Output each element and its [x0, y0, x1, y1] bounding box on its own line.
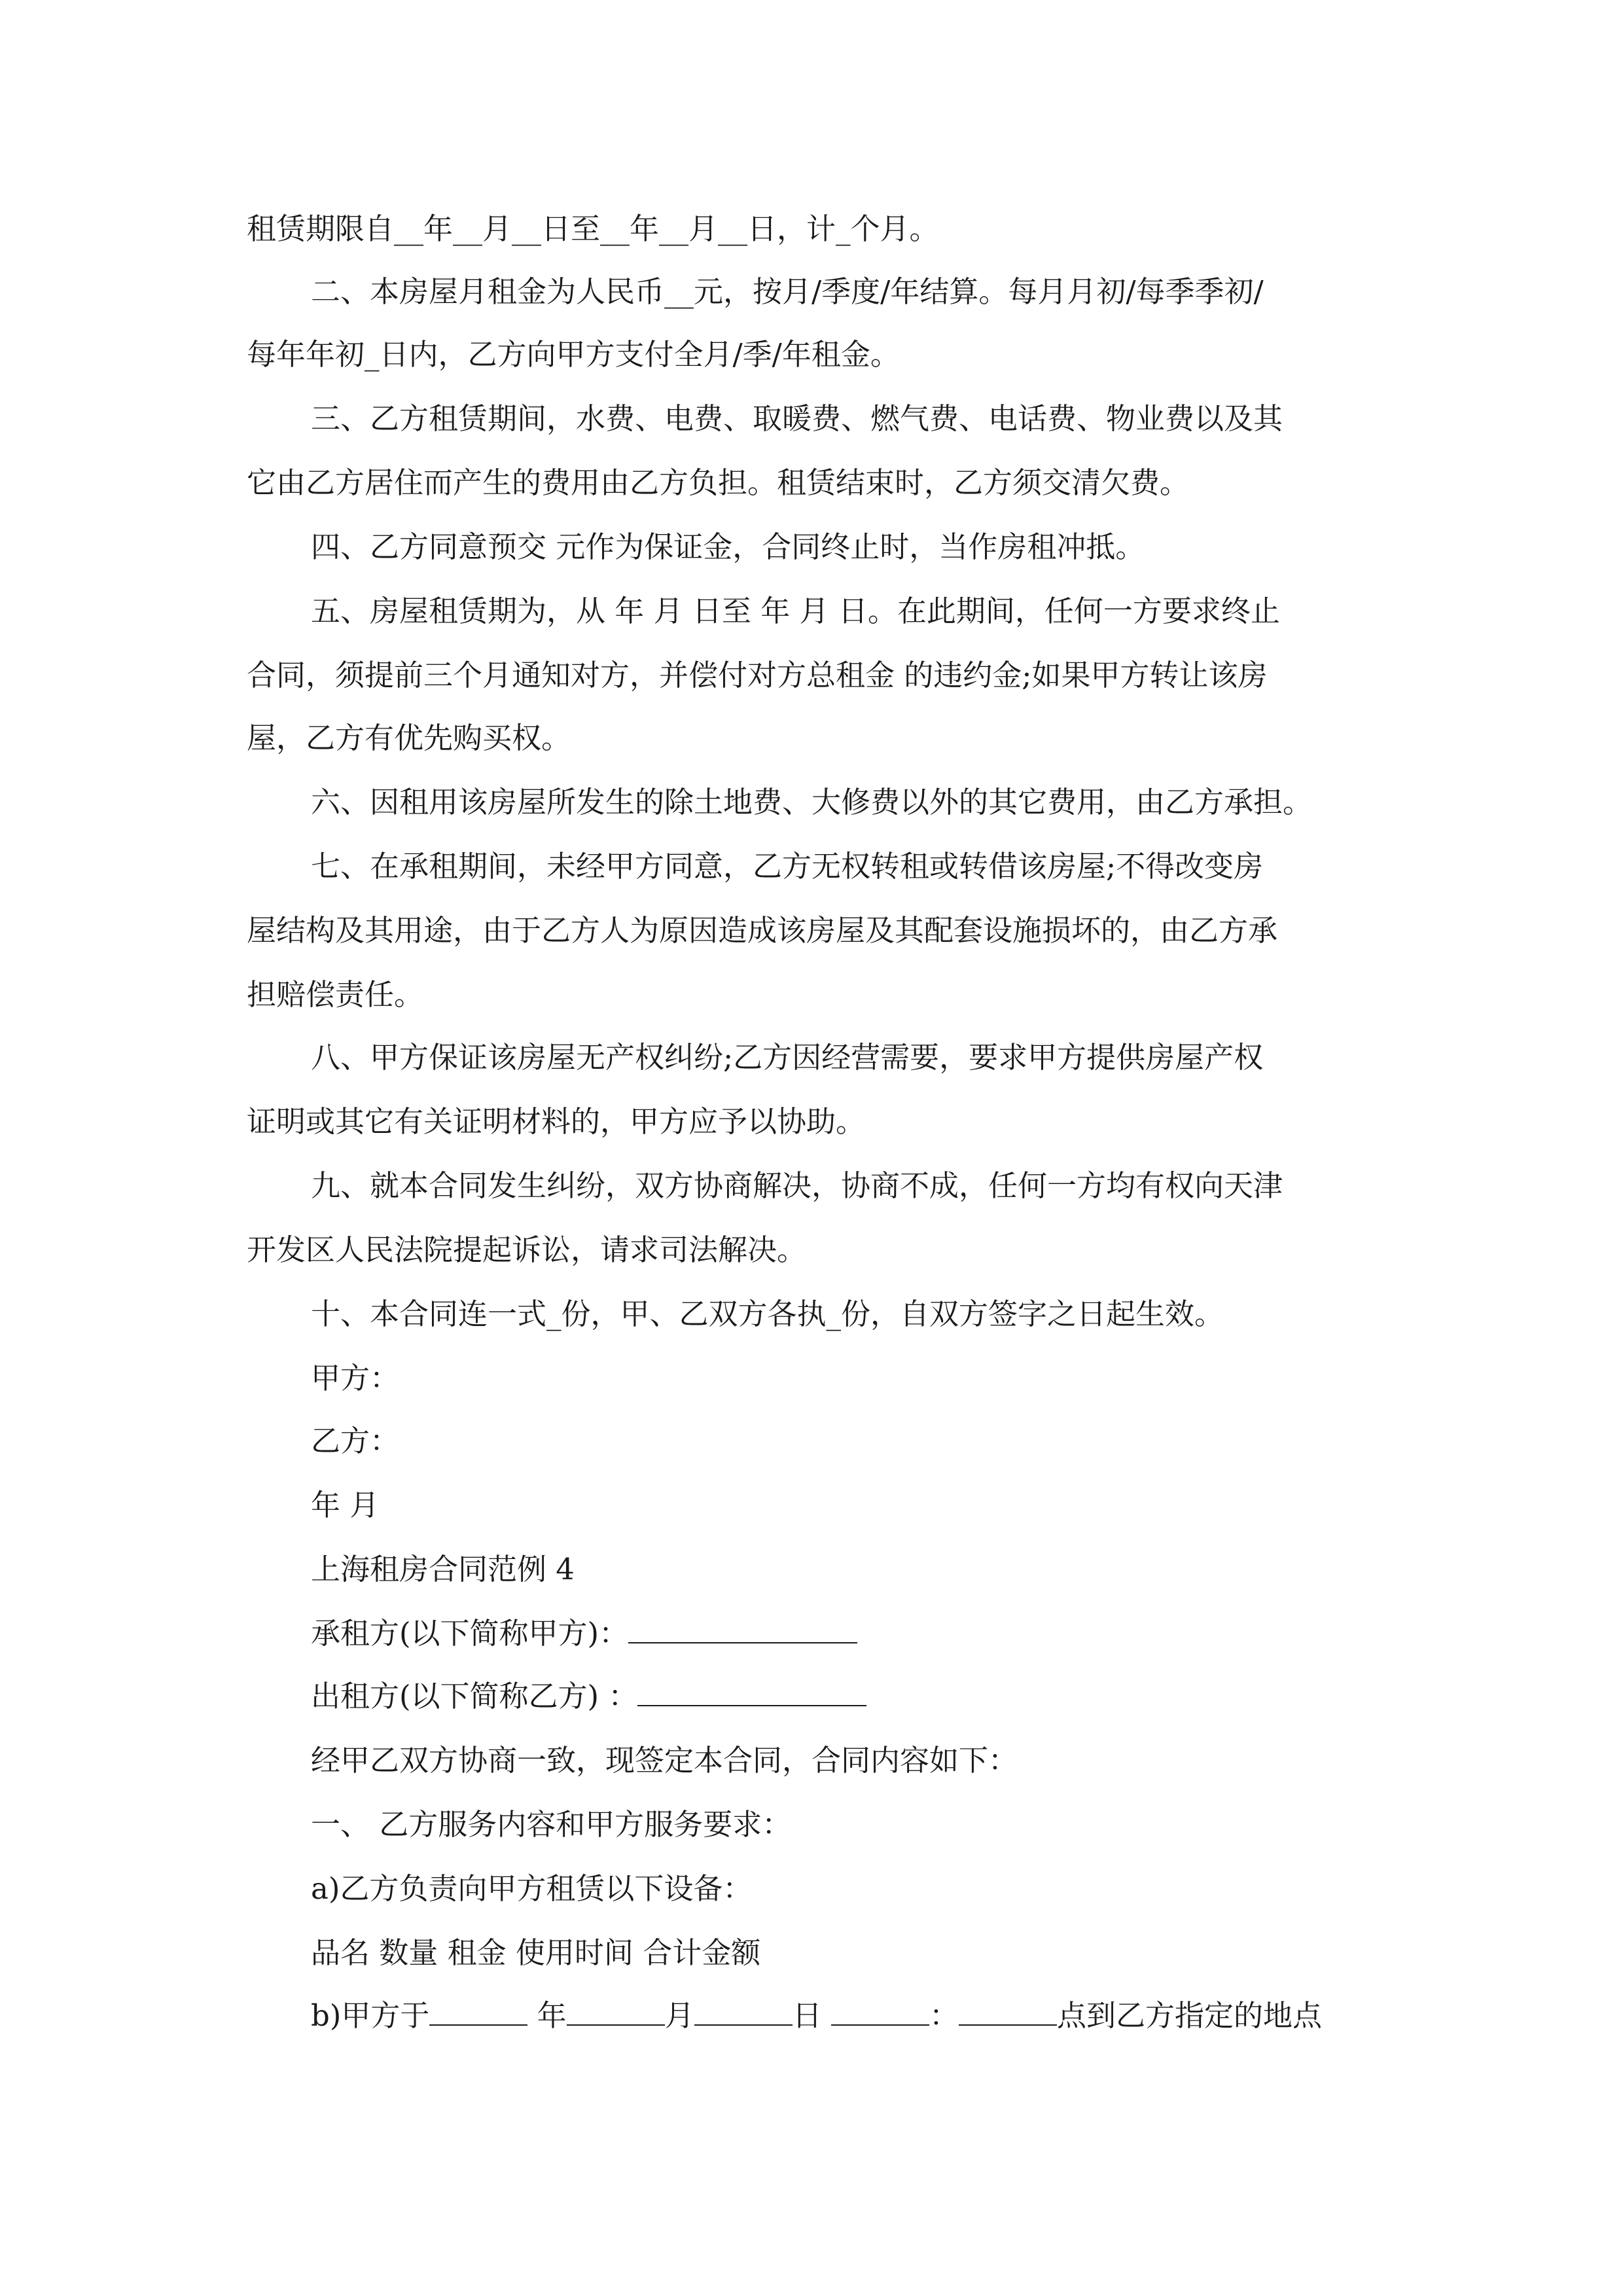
blank-field — [694, 1997, 793, 2026]
delivery-tail: 点到乙方指定的地点 — [1057, 1998, 1323, 2033]
text-line: 开发区人民法院提起诉讼，请求司法解决。 — [247, 1232, 807, 1267]
delivery-line — [311, 1996, 1322, 2036]
signature-label-party-b: 乙方： — [311, 1424, 400, 1458]
text-line: 十、本合同连一式_份，甲、乙双方各执_份，自双方签字之日起生效。 — [311, 1297, 1224, 1331]
text-line: 租赁期限自__年__月__日至__年__月__日，计_个月。 — [247, 211, 939, 246]
text-line: 八、甲方保证该房屋无产权纠纷;乙方因经营需要，要求甲方提供房屋产权 — [311, 1040, 1264, 1075]
text-line: 七、在承租期间，未经甲方同意，乙方无权转租或转借该房屋;不得改变房 — [311, 849, 1264, 884]
blank-field — [567, 1997, 665, 2026]
text-line: 证明或其它有关证明材料的，甲方应予以协助。 — [247, 1104, 866, 1139]
lessor-line — [311, 1677, 866, 1716]
text-line: 二、本房屋月租金为人民币__元，按月/季度/年结算。每月月初/每季季初/ — [311, 274, 1264, 309]
signature-label-party-a: 甲方： — [311, 1361, 400, 1395]
delivery-lead: b)甲方于 — [311, 1998, 430, 2033]
date-line: 年 月 — [311, 1488, 380, 1522]
text-line: 四、乙方同意预交 元作为保证金，合同终止时，当作房租冲抵。 — [311, 529, 1145, 564]
lessor-label: 出租方(以下简称乙方) ： — [311, 1679, 638, 1713]
text-line: 屋，乙方有优先购买权。 — [247, 721, 571, 755]
text-line: 经甲乙双方协商一致，现签定本合同，合同内容如下： — [311, 1743, 1018, 1778]
table-header-line: 品名 数量 租金 使用时间 合计金额 — [311, 1935, 761, 1970]
delivery-day-label: 日 — [792, 1998, 832, 2033]
text-line: 三、乙方租赁期间，水费、电费、取暖费、燃气费、电话费、物业费以及其 — [311, 401, 1283, 436]
text-line: 合同，须提前三个月通知对方，并偿付对方总租金 的违约金;如果甲方转让该房 — [247, 658, 1268, 692]
text-line: 每年年初_日内，乙方向甲方支付全月/季/年租金。 — [247, 337, 900, 372]
delivery-colon: ： — [929, 1998, 959, 2033]
text-line: 一、 乙方服务内容和甲方服务要求： — [311, 1807, 792, 1842]
text-line: 九、就本合同发生纠纷，双方协商解决，协商不成，任何一方均有权向天津 — [311, 1168, 1283, 1203]
lessee-blank — [628, 1615, 857, 1643]
lessee-label: 承租方(以下简称甲方)： — [311, 1616, 629, 1651]
text-line: a)乙方负责向甲方租赁以下设备： — [311, 1871, 753, 1906]
delivery-year-label: 年 — [527, 1998, 567, 2033]
text-line: 六、因租用该房屋所发生的除土地费、大修费以外的其它费用，由乙方承担。 — [311, 785, 1313, 819]
section-heading: 上海租房合同范例 4 — [311, 1552, 575, 1587]
text-line: 它由乙方居住而产生的费用由乙方负担。租赁结束时，乙方须交清欠费。 — [247, 465, 1190, 500]
blank-field — [831, 1997, 929, 2026]
text-line: 五、房屋租赁期为，从 年 月 日至 年 月 日。在此期间，任何一方要求终止 — [311, 594, 1280, 628]
text-line: 担赔偿责任。 — [247, 977, 424, 1012]
lessee-line — [311, 1614, 857, 1653]
text-line: 屋结构及其用途，由于乙方人为原因造成该房屋及其配套设施损坏的，由乙方承 — [247, 913, 1278, 948]
delivery-month-label: 月 — [664, 1998, 694, 2033]
blank-field — [959, 1997, 1057, 2026]
lessor-blank — [637, 1677, 866, 1706]
blank-field — [429, 1997, 527, 2026]
